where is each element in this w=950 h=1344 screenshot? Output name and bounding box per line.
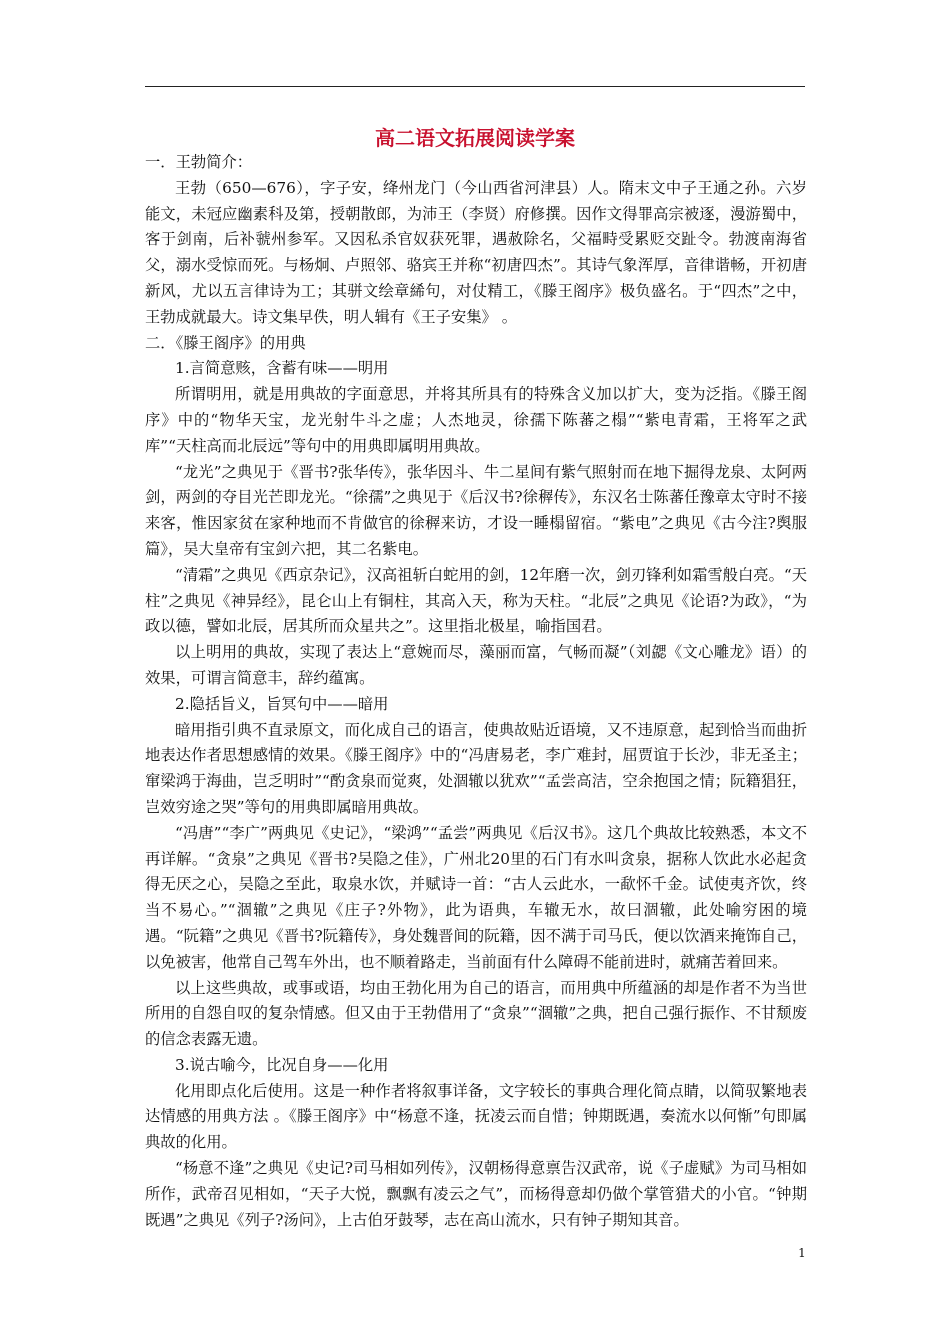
section-heading: 二．《滕王阁序》的用典: [145, 333, 306, 352]
body-paragraph: 王勃（650—676），字子安，绛州龙门（今山西省河津县）人。隋末文中子王通之孙。六岁能文，未冠应幽素科及第，授朝散郎，为沛王（李贤）府修撰。因作文得罪高宗被逐，漫游蜀中，客于剑南，后补虢州参军。又因私杀官奴获死罪，遇赦除名，父福畤受累贬交趾令。勃渡南海省父，溺水受惊而死。与杨炯、卢照邻、骆宾王并称“初唐四杰”。其诗气象浑厚，音律谐畅，开初唐新风，尤以五言律诗为工；其骈文绘章絺句，对仗精工，《滕王阁序》极负盛名。于“四杰”之中，王勃成就最大。诗文集早佚，明人辑有《王子安集》 。: [145, 178, 807, 326]
header-rule: [145, 86, 805, 87]
body-paragraph: “杨意不逢”之典见《史记?司马相如列传》，汉朝杨得意禀告汉武帝，说《子虚赋》为司马相如所作，武帝召见相如，“天子大悦，飘飘有凌云之气”，而杨得意却仍做个掌管猎犬的小官。“钟期既遇”之典见《列子?汤问》，上古伯牙鼓琴，志在高山流水，只有钟子期知其音。: [145, 1159, 807, 1229]
subsection-heading: 1.言简意赅，含蓄有味——明用: [175, 359, 389, 378]
body-paragraph: 所谓明用，就是用典故的字面意思，并将其所具有的特殊含义加以扩大，变为泛指。《滕王阁序》中的“物华天宝，龙光射牛斗之虚；人杰地灵，徐孺下陈蕃之榻”“紫电青霜，王将军之武库”“天柱高而北辰远”等句中的用典即属明用典故。: [145, 385, 807, 455]
body-paragraph: 以上明用的典故，实现了表达上“意婉而尽，藻丽而富，气畅而凝”（刘勰《文心雕龙》语）的效果，可谓言简意丰，辞约蕴寓。: [145, 643, 807, 687]
body-paragraph: “清霜”之典见《西京杂记》，汉高祖斩白蛇用的剑，12年磨一次，剑刃锋利如霜雪般白亮。“天柱”之典见《神异经》，昆仑山上有铜柱，其高入天，称为天柱。“北辰”之典见《论语?为政》，“为政以德，譬如北辰，居其所而众星共之”。这里指北极星，喻指国君。: [145, 565, 807, 636]
document-body: [145, 150, 807, 1233]
body-paragraph: 化用即点化后使用。这是一种作者将叙事详备，文字较长的事典合理化简点睛，以简驭繁地表达情感的用典方法 。《滕王阁序》中“杨意不逢，抚凌云而自惜；钟期既遇，奏流水以何惭”句即属典故的化用。: [145, 1081, 807, 1152]
body-paragraph: “龙光”之典见于《晋书?张华传》，张华因斗、牛二星间有紫气照射而在地下掘得龙泉、太阿两剑，两剑的夺目光芒即龙光。“徐孺”之典见于《后汉书?徐稺传》，东汉名士陈蕃任豫章太守时不接来客，惟因家贫在家种地而不肯做官的徐稺来访，才设一睡榻留宿。“紫电”之典见《古今注?舆服篇》，吴大皇帝有宝剑六把，其二名紫电。: [145, 462, 807, 558]
body-paragraph: 暗用指引典不直录原文，而化成自己的语言，使典故贴近语境，又不违原意，起到恰当而曲折地表达作者思想感情的效果。《滕王阁序》中的“冯唐易老，李广难封，屈贾谊于长沙，非无圣主；窜梁鸿于海曲，岂乏明时”“酌贪泉而觉爽，处涸辙以犹欢”“孟尝高洁，空余抱国之情；阮籍猖狂，岂效穷途之哭”等句的用典即属暗用典故。: [145, 720, 807, 816]
subsection-heading: 2.隐括旨义，旨冥句中——暗用: [175, 694, 389, 713]
body-paragraph: “冯唐”“李广”两典见《史记》，“梁鸿”“孟尝”两典见《后汉书》。这几个典故比较熟悉，本文不再详解。“贪泉”之典见《晋书?吴隐之佳》，广州北20里的石门有水叫贪泉，据称人饮此水必起贪得无厌之心，吴隐之至此，取泉水饮，并赋诗一首：“古人云此水，一歃怀千金。试使夷齐饮，终当不易心。”“涸辙”之典见《庄子?外物》，此为语典，车辙无水，故曰涸辙，此处喻穷困的境遇。“阮籍”之典见《晋书?阮籍传》，身处魏晋间的阮籍，因不满于司马氏，便以饮酒来掩饰自己，以免被害，他常自己驾车外出，也不顺着路走，当前面有什么障碍不能前进时，就痛苦着回来。: [145, 823, 807, 971]
section-heading: 一．王勃简介：: [145, 153, 253, 171]
page-title: 高二语文拓展阅读学案: [375, 126, 575, 150]
subsection-heading: 3.说古喻今，比况自身——化用: [175, 1055, 389, 1074]
page-number: 1: [798, 1246, 806, 1260]
body-paragraph: 以上这些典故，或事或语，均由王勃化用为自己的语言，而用典中所蕴涵的却是作者不为当世所用的自怨自叹的复杂情感。但又由于王勃借用了“贪泉”“涸辙”之典，把自己强行振作、不甘颓废的信念表露无遗。: [145, 978, 807, 1049]
